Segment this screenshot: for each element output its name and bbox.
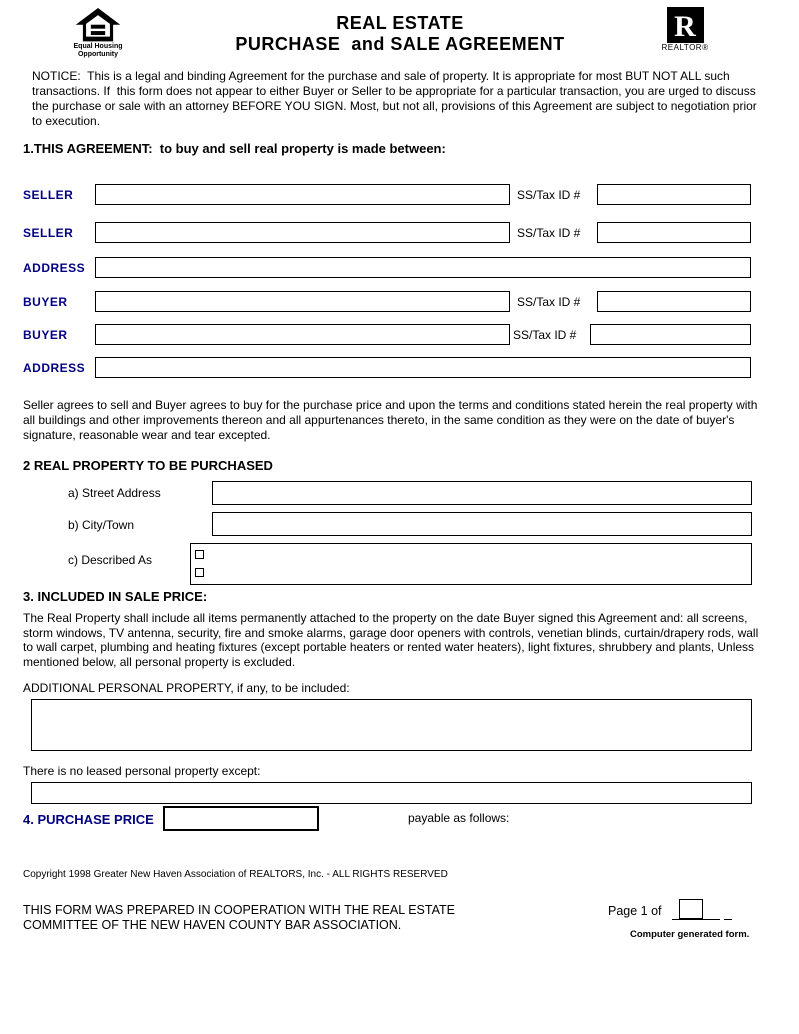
- seller-1-ssid-label: SS/Tax ID #: [517, 188, 581, 202]
- page-of-label: Page 1 of: [608, 904, 662, 918]
- city-town-label: b) City/Town: [68, 518, 135, 532]
- described-as-checkbox-1[interactable]: [195, 550, 204, 559]
- equal-housing-logo: [70, 8, 126, 59]
- equal-housing-caption: Equal Housing Opportunity: [73, 43, 123, 58]
- seller-1-name-input[interactable]: [95, 184, 510, 205]
- form-title-line2: PURCHASE and SALE AGREEMENT: [235, 34, 565, 54]
- buyer-address-label: ADDRESS: [23, 361, 86, 375]
- notice-text: NOTICE: This is a legal and binding Agreement for the purchase and sale of property. It is appropriate for most BUT NOT ALL such transactions. If this form does not appear to either Buyer or Seller to be appropriate for a particular transaction, you are urged to discuss the purchase or sale with an attorney BEFORE YOU SIGN. Most, but not all, provisions of this Agreement are subject to negotiation prior to execution.: [32, 69, 761, 128]
- section1-heading: 1.THIS AGREEMENT: to buy and sell real property is made between:: [23, 141, 446, 156]
- buyer-1-label: BUYER: [23, 295, 68, 309]
- payable-as-follows-label: payable as follows:: [408, 811, 510, 825]
- described-as-box[interactable]: [190, 543, 752, 585]
- buyer-2-ssid-input[interactable]: [590, 324, 751, 345]
- realtor-icon: [667, 7, 704, 43]
- buyer-1-ssid-input[interactable]: [597, 291, 751, 312]
- equal-housing-icon: [74, 8, 122, 43]
- buyer-2-name-input[interactable]: [95, 324, 510, 345]
- svg-text:R: R: [673, 10, 696, 43]
- street-address-label: a) Street Address: [68, 486, 161, 500]
- additional-property-input[interactable]: [31, 699, 752, 751]
- buyer-2-ssid-label: SS/Tax ID #: [513, 328, 577, 342]
- seller-2-ssid-input[interactable]: [597, 222, 751, 243]
- seller-address-label: ADDRESS: [23, 261, 86, 275]
- computer-generated-text: Computer generated form.: [630, 929, 750, 940]
- city-town-input[interactable]: [212, 512, 752, 536]
- leased-property-input[interactable]: [31, 782, 752, 804]
- buyer-2-label: BUYER: [23, 328, 68, 342]
- buyer-1-name-input[interactable]: [95, 291, 510, 312]
- copyright-text: Copyright 1998 Greater New Haven Association of REALTORS, Inc. - ALL RIGHTS RESERVED: [23, 869, 448, 880]
- form-title: [140, 13, 660, 55]
- described-as-label: c) Described As: [68, 553, 153, 567]
- buyer-address-input[interactable]: [95, 357, 751, 378]
- section4-heading: 4. PURCHASE PRICE: [23, 812, 154, 827]
- section3-heading: 3. INCLUDED IN SALE PRICE:: [23, 589, 208, 604]
- leased-property-label: There is no leased personal property except:: [23, 764, 261, 778]
- realtor-logo: [655, 7, 715, 52]
- seller-2-ssid-label: SS/Tax ID #: [517, 226, 581, 240]
- page-number-area: [608, 896, 738, 922]
- realtor-caption: REALTOR®: [661, 43, 709, 52]
- section3-body: The Real Property shall include all items permanently attached to the property on the date Buyer signed this Agreement and: all screens, storm windows, TV antenna, security, fire and smoke alarms, garage door openers with controls, venetian blinds, curtain/drapery rods, wall to wall carpet, plumbing and heating fixtures (except portable heaters or rented water heaters), light fixtures, shrubbery and plants, Unless mentioned below, all personal property is excluded.: [23, 611, 762, 669]
- seller-address-input[interactable]: [95, 257, 751, 278]
- buyer-1-ssid-label: SS/Tax ID #: [517, 295, 581, 309]
- purchase-price-input[interactable]: [163, 806, 319, 831]
- seller-2-label: SELLER: [23, 226, 74, 240]
- additional-property-label: ADDITIONAL PERSONAL PROPERTY, if any, to be included:: [23, 681, 350, 695]
- form-title-line1: REAL ESTATE: [336, 13, 464, 33]
- agreement-paragraph: Seller agrees to sell and Buyer agrees to buy for the purchase price and upon the terms and conditions stated herein the real property with all buildings and other improvements thereon and all appurtenances thereto, in the same condition as they were on the date of buyer's signature, reasonable wear and tear excepted.: [23, 398, 761, 442]
- seller-1-label: SELLER: [23, 188, 74, 202]
- described-as-checkbox-2[interactable]: [195, 568, 204, 577]
- seller-1-ssid-input[interactable]: [597, 184, 751, 205]
- section2-heading: 2 REAL PROPERTY TO BE PURCHASED: [23, 458, 273, 473]
- page-count-blank-tail: [724, 896, 732, 920]
- prepared-by-text: THIS FORM WAS PREPARED IN COOPERATION WITH THE REAL ESTATE COMMITTEE OF THE NEW HAVEN COUNTY BAR ASSOCIATION.: [23, 903, 459, 932]
- street-address-input[interactable]: [212, 481, 752, 505]
- page-count-input[interactable]: [679, 899, 703, 919]
- seller-2-name-input[interactable]: [95, 222, 510, 243]
